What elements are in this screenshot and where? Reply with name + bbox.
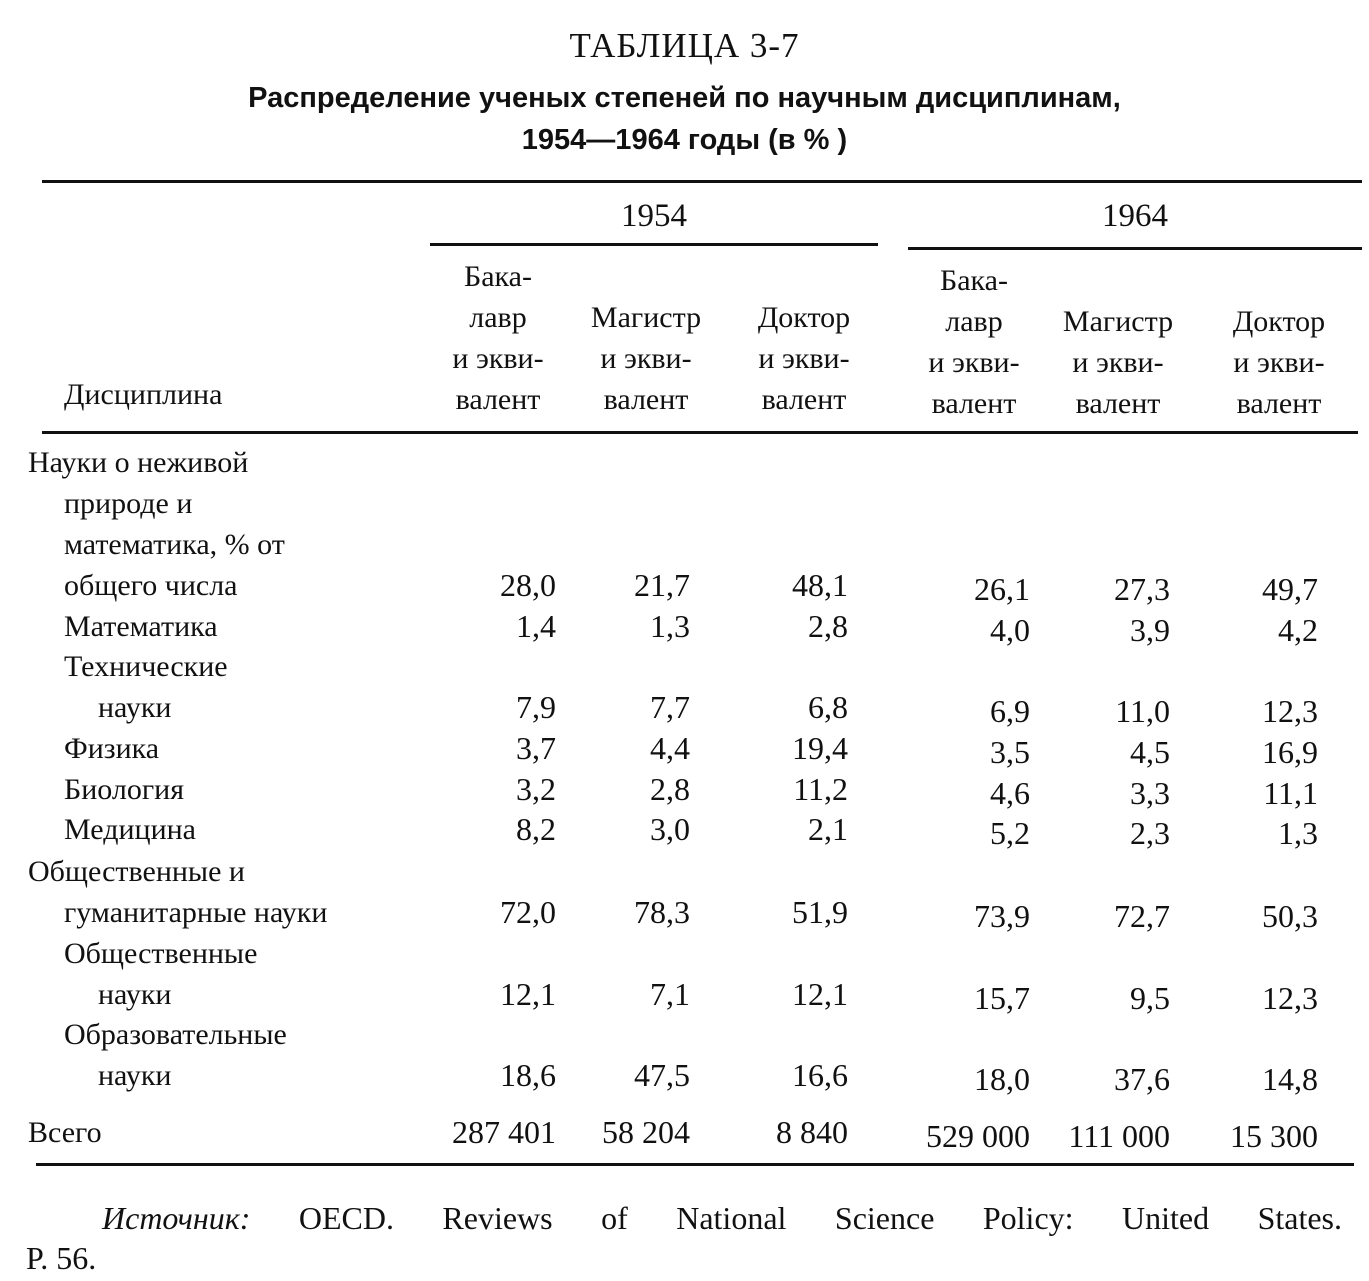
table-cell: 1,4: [516, 608, 556, 644]
row-label: гуманитарные науки: [64, 896, 328, 929]
table-cell: 11,0: [1115, 693, 1170, 729]
table-cell: 18,6: [500, 1057, 556, 1093]
table-cell: 72,0: [500, 894, 556, 930]
year-rule-1964: [908, 247, 1362, 250]
table-cell: 7,1: [650, 976, 690, 1012]
table-cell: 73,9: [974, 898, 1030, 934]
row-label: Физика: [64, 732, 160, 765]
table-cell: 4,2: [1278, 612, 1318, 648]
table-cell: 3,3: [1130, 775, 1170, 811]
table-subtitle-line2: 1954—1964 годы (в % ): [521, 124, 848, 156]
table-cell: 78,3: [634, 894, 690, 930]
col-header-doctor-1964: Доктор и экви- валент: [1232, 305, 1326, 420]
table-cell: 16,9: [1262, 734, 1318, 770]
col-header-bachelor-1954: Бака- лавр и экви- валент: [452, 260, 544, 416]
table-cell: 2,1: [808, 811, 848, 847]
table-cell: 4,4: [650, 730, 690, 766]
table-cell: 2,8: [808, 608, 848, 644]
table-cell: 287 401: [452, 1114, 556, 1150]
row-label: науки: [98, 1059, 172, 1092]
table-cell: 2,8: [650, 771, 690, 807]
row-label: Математика: [64, 610, 218, 643]
row-label: природе и: [64, 487, 193, 520]
table-title: ТАБЛИЦА 3-7: [569, 26, 800, 65]
col-header-doctor-1954: Доктор и экви- валент: [757, 301, 851, 416]
table-cell: 12,1: [792, 976, 848, 1012]
col-header-master-1954: Магистр и экви- валент: [590, 301, 702, 416]
table-cell: 5,2: [990, 815, 1030, 851]
table-cell: 4,0: [990, 612, 1030, 648]
table-cell: 3,0: [650, 811, 690, 847]
col-header-master-1964: Магистр и экви- валент: [1062, 305, 1174, 420]
header-rule: [42, 431, 1358, 434]
table-cell: 49,7: [1262, 571, 1318, 607]
table-cell: 15,7: [974, 980, 1030, 1016]
table-cell: 47,5: [634, 1057, 690, 1093]
row-label: науки: [98, 978, 172, 1011]
year-header-1964: 1964: [1102, 198, 1168, 234]
table-cell: 529 000: [926, 1118, 1030, 1154]
table-cell: 3,9: [1130, 612, 1170, 648]
table-cell: 50,3: [1262, 898, 1318, 934]
row-label: науки: [98, 691, 172, 724]
table-cell: 6,9: [990, 693, 1030, 729]
row-label: Технические: [64, 650, 228, 683]
table-cell: 26,1: [974, 571, 1030, 607]
row-label: общего числа: [64, 569, 238, 602]
table-cell: 12,3: [1262, 693, 1318, 729]
table-cell: 8 840: [776, 1114, 848, 1150]
table-cell: 8,2: [516, 811, 556, 847]
table-cell: 58 204: [602, 1114, 690, 1150]
table-cell: 1,3: [650, 608, 690, 644]
table-cell: 12,1: [500, 976, 556, 1012]
table-cell: 12,3: [1262, 980, 1318, 1016]
table-cell: 11,1: [1263, 775, 1318, 811]
table-cell: 21,7: [634, 567, 690, 603]
source-page: P. 56.: [26, 1240, 97, 1276]
table-cell: 9,5: [1130, 980, 1170, 1016]
row-label: Медицина: [64, 813, 196, 846]
table-cell: 3,5: [990, 734, 1030, 770]
discipline-header: Дисциплина: [64, 378, 223, 411]
table-cell: 2,3: [1130, 815, 1170, 851]
table-cell: 27,3: [1114, 571, 1170, 607]
year-rule-1954: [430, 243, 878, 246]
col-header-bachelor-1964: Бака- лавр и экви- валент: [928, 264, 1020, 420]
row-label: математика, % от: [64, 528, 285, 561]
table-cell: 6,8: [808, 689, 848, 725]
source-text: OECD. Reviews of National Science Policy: United States.: [298, 1200, 1343, 1236]
source-note: [26, 1198, 1342, 1278]
top-rule: [42, 180, 1362, 183]
row-label: Науки о неживой: [28, 446, 249, 479]
bottom-rule: [36, 1163, 1354, 1166]
row-label: Общественные: [64, 937, 258, 970]
table-cell: 7,9: [516, 689, 556, 725]
table-cell: 48,1: [792, 567, 848, 603]
table-cell: 3,2: [516, 771, 556, 807]
row-label: Общественные и: [28, 855, 245, 888]
table-cell: 14,8: [1262, 1061, 1318, 1097]
table-cell: 51,9: [792, 894, 848, 930]
table-cell: 7,7: [650, 689, 690, 725]
table-cell: 72,7: [1114, 898, 1170, 934]
table-cell: 3,7: [516, 730, 556, 766]
table-cell: 16,6: [792, 1057, 848, 1093]
table-cell: 111 000: [1068, 1118, 1170, 1154]
table-cell: 4,6: [990, 775, 1030, 811]
table-cell: 15 300: [1230, 1118, 1318, 1154]
table-cell: 19,4: [792, 730, 848, 766]
table-cell: 28,0: [500, 567, 556, 603]
row-label: Всего: [28, 1116, 102, 1149]
source-line-1: [26, 1198, 1342, 1238]
source-label: Источник:: [102, 1200, 251, 1236]
row-label: Биология: [64, 773, 185, 806]
table-cell: 1,3: [1278, 815, 1318, 851]
row-label: Образовательные: [64, 1018, 287, 1051]
table-cell: 11,2: [793, 771, 848, 807]
table-cell: 37,6: [1114, 1061, 1170, 1097]
table-cell: 18,0: [974, 1061, 1030, 1097]
year-header-1954: 1954: [621, 198, 687, 234]
table-subtitle-line1: Распределение ученых степеней по научным дисциплинам,: [248, 82, 1121, 114]
table-cell: 4,5: [1130, 734, 1170, 770]
